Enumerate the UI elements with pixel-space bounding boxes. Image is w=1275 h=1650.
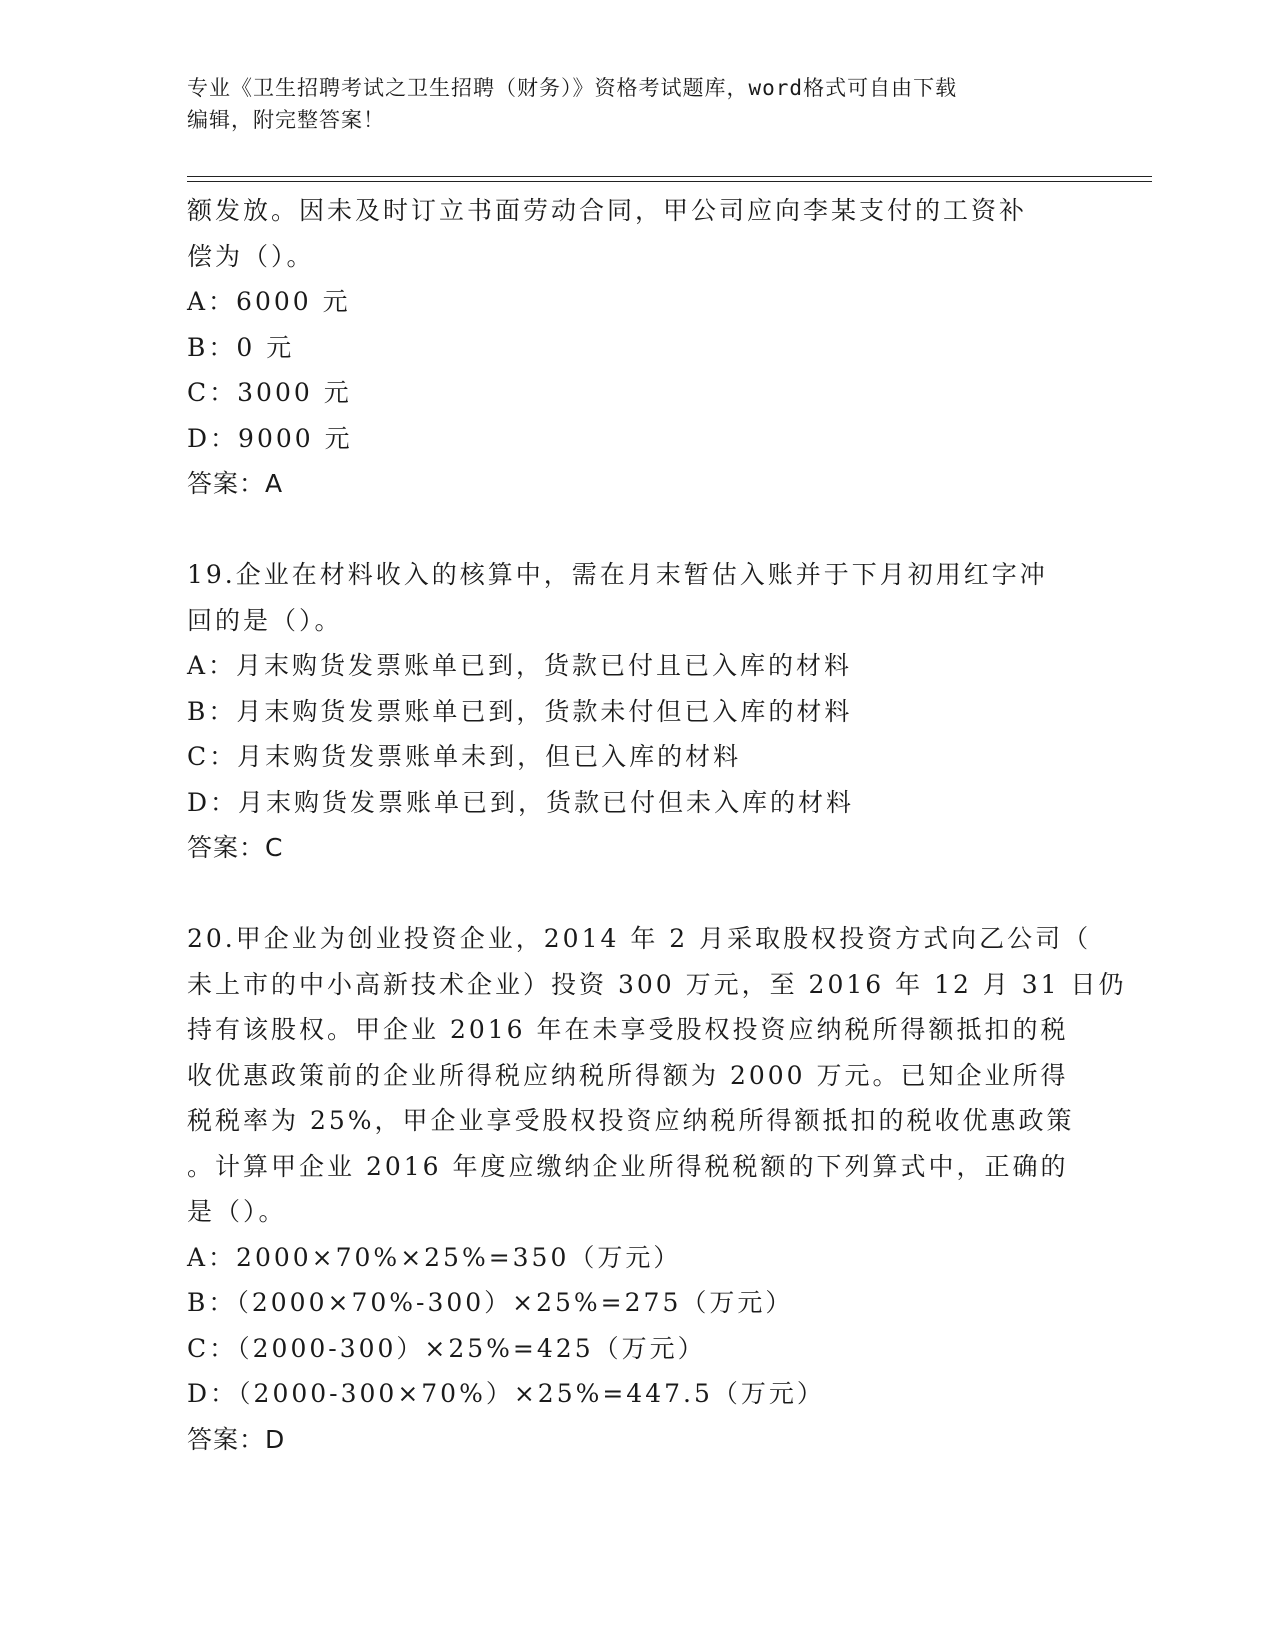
question-text: 偿为（）。 — [187, 241, 315, 271]
header-line: 专业《卫生招聘考试之卫生招聘（财务）》资格考试题库，word格式可自由下载 — [187, 76, 958, 100]
question-text: 持有该股权。甲企业 2016 年在未享受股权投资应纳税所得额抵扣的税 — [187, 1015, 1069, 1044]
header-rule — [187, 176, 1152, 177]
option: C：（2000-300）×25%=425（万元） — [187, 1333, 706, 1363]
answer-text: 答案：C — [187, 833, 284, 862]
question-block — [187, 552, 1077, 871]
option: D：月末购货发票账单已到，货款已付但未入库的材料 — [187, 787, 855, 817]
question-body — [187, 188, 1127, 1462]
question-text: 未上市的中小高新技术企业）投资 300 万元，至 2016 年 12 月 31 日仍 — [187, 969, 1127, 999]
option: A：月末购货发票账单已到，货款已付且已入库的材料 — [187, 651, 853, 680]
question-text: 收优惠政策前的企业所得税应纳税所得额为 2000 万元。已知企业所得 — [187, 1060, 1069, 1090]
answer-text: 答案：A — [187, 469, 284, 498]
option: A：2000×70%×25%=350（万元） — [187, 1242, 682, 1272]
option: D：9000 元 — [187, 423, 353, 453]
option: B：月末购货发票账单已到，货款未付但已入库的材料 — [187, 696, 853, 726]
question-text: 税税率为 25%，甲企业享受股权投资应纳税所得额抵扣的税收优惠政策 — [187, 1106, 1075, 1135]
header-rule — [187, 181, 1152, 182]
question-text: 额发放。因未及时订立书面劳动合同，甲公司应向李某支付的工资补 — [187, 196, 1028, 225]
option: B：（2000×70%-300）×25%=275（万元） — [187, 1288, 794, 1317]
question-block — [187, 188, 1077, 507]
answer-text: 答案：D — [187, 1424, 286, 1454]
option: C：月末购货发票账单未到，但已入库的材料 — [187, 742, 742, 771]
page-header — [187, 72, 1087, 136]
question-text: 回的是（）。 — [187, 605, 343, 635]
question-text: 。计算甲企业 2016 年度应缴纳企业所得税税额的下列算式中，正确的 — [187, 1151, 1069, 1181]
question-text: 是（）。 — [187, 1197, 287, 1226]
header-line: 编辑，附完整答案！ — [187, 108, 385, 132]
option: C：3000 元 — [187, 378, 352, 407]
option: B：0 元 — [187, 332, 295, 362]
question-block — [187, 916, 1127, 1462]
question-text: 20.甲企业为创业投资企业，2014 年 2 月采取股权投资方式向乙公司（ — [187, 924, 1092, 953]
option: D：（2000-300×70%）×25%=447.5（万元） — [187, 1379, 825, 1408]
question-text: 19.企业在材料收入的核算中，需在月末暂估入账并于下月初用红字冲 — [187, 560, 1048, 589]
option: A：6000 元 — [187, 287, 351, 316]
